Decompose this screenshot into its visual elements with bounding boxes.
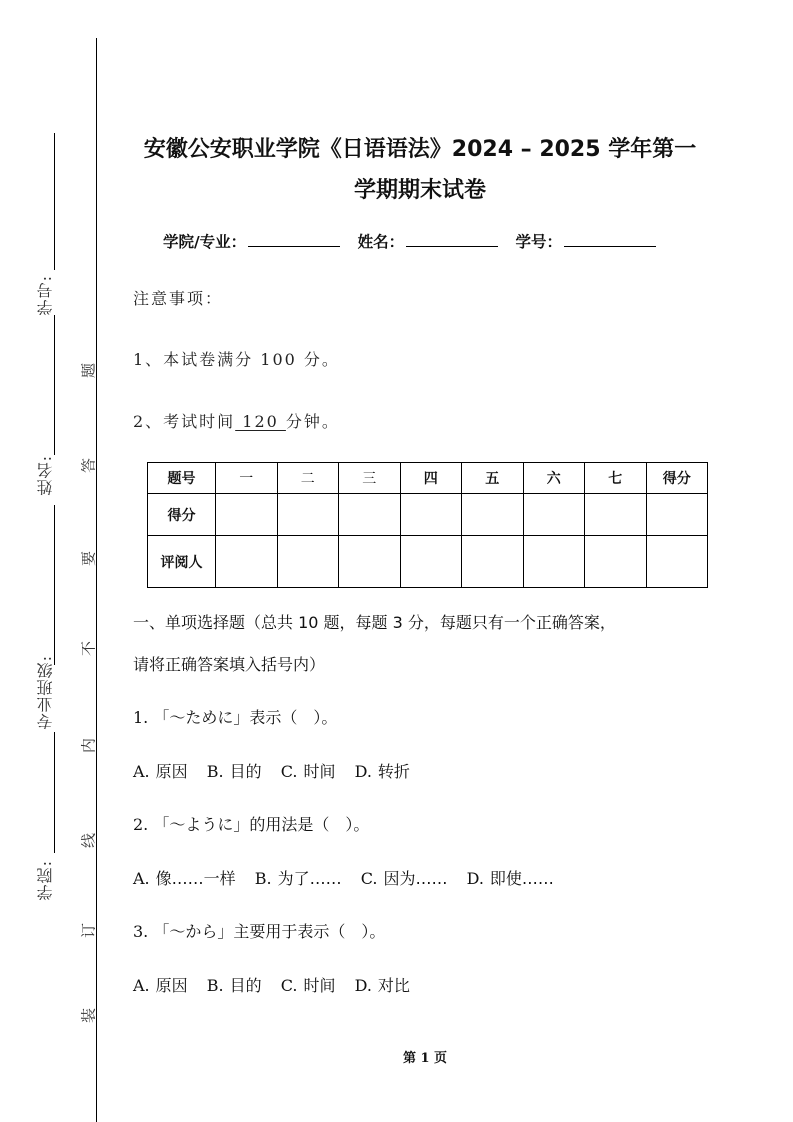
option-b[interactable]: B. 为了……: [254, 869, 342, 888]
score-table-header: 一: [216, 463, 278, 494]
score-cell[interactable]: [523, 494, 585, 536]
score-table-header: 四: [400, 463, 462, 494]
reviewer-cell[interactable]: [523, 536, 585, 588]
question-text: 「～ために」表示（ ）。: [153, 708, 338, 727]
seal-char: 不: [79, 641, 98, 657]
score-cell[interactable]: [646, 494, 708, 536]
major-class-label: 专业班级:: [36, 655, 55, 730]
college-major-label: 学院/专业：: [163, 233, 247, 251]
question-2-options: [133, 866, 568, 889]
exam-title-line2: 学期期末试卷: [353, 178, 486, 203]
name-label: 姓名：: [357, 233, 405, 251]
exam-duration-value: 120: [235, 412, 286, 431]
page-number: 第 1 页: [402, 1051, 448, 1066]
reviewer-cell[interactable]: [462, 536, 524, 588]
score-cell[interactable]: [339, 494, 401, 536]
seal-char: 订: [79, 923, 98, 939]
option-d[interactable]: D. 对比: [354, 976, 410, 995]
question-1-options: [133, 759, 424, 782]
score-table-header: 六: [523, 463, 585, 494]
score-table-header-row: [148, 463, 708, 494]
seal-char: 答: [79, 458, 98, 474]
option-d[interactable]: D. 转折: [354, 762, 410, 781]
option-c[interactable]: C. 时间: [280, 976, 336, 995]
binding-line: [96, 38, 97, 1122]
score-cell[interactable]: [400, 494, 462, 536]
reviewer-cell[interactable]: [216, 536, 278, 588]
score-table-header: 七: [585, 463, 647, 494]
college-underline: [54, 732, 55, 853]
notice-item-2-suffix: 分钟。: [285, 412, 340, 431]
student-id-blank[interactable]: [564, 232, 656, 247]
score-row-label: 得分: [148, 494, 216, 536]
score-table-row: [148, 494, 708, 536]
question-number: 2.: [133, 815, 149, 834]
question-1: [133, 705, 337, 728]
college-label: 学院:: [36, 860, 55, 901]
seal-char: 装: [79, 1008, 98, 1024]
score-cell[interactable]: [462, 494, 524, 536]
score-table-header: 三: [339, 463, 401, 494]
seal-char: 题: [79, 363, 98, 379]
question-number: 3.: [133, 922, 149, 941]
section-1-heading-line1: 一、单项选择题（总共 10 题，每题 3 分，每题只有一个正确答案，: [133, 613, 616, 632]
reviewer-row-label: 评阅人: [148, 536, 216, 588]
score-table-header: 二: [277, 463, 339, 494]
notice-item-2-prefix: 2、考试时间: [133, 412, 236, 431]
exam-title-line1: 安徽公安职业学院《日语语法》2024 – 2025 学年第一: [143, 137, 697, 162]
score-table-row: [148, 536, 708, 588]
student-id-underline: [54, 133, 55, 270]
reviewer-cell[interactable]: [585, 536, 647, 588]
name-underline: [54, 315, 55, 455]
notice-item-2: [133, 409, 340, 432]
seal-char: 内: [79, 738, 98, 754]
college-major-blank[interactable]: [248, 232, 340, 247]
seal-char: 线: [79, 833, 98, 849]
question-2: [133, 812, 369, 835]
score-table-header: 得分: [646, 463, 708, 494]
option-d[interactable]: D. 即使……: [466, 869, 554, 888]
score-cell[interactable]: [585, 494, 647, 536]
option-c[interactable]: C. 时间: [280, 762, 336, 781]
section-1-heading-line2: 请将正确答案填入括号内）: [133, 655, 326, 674]
score-table-header: 题号: [148, 463, 216, 494]
score-cell[interactable]: [277, 494, 339, 536]
seal-char: 要: [79, 551, 98, 567]
notice-heading: 注意事项：: [133, 289, 224, 308]
option-a[interactable]: A. 像……一样: [133, 869, 236, 888]
student-id-label: 学号：: [515, 233, 563, 251]
notice-item-1: 1、本试卷满分 100 分。: [133, 350, 340, 369]
reviewer-cell[interactable]: [646, 536, 708, 588]
reviewer-cell[interactable]: [339, 536, 401, 588]
question-text: 「～ように」的用法是（ ）。: [153, 815, 370, 834]
option-c[interactable]: C. 因为……: [360, 869, 448, 888]
major-class-underline: [54, 505, 55, 665]
student-id-label: 学号:: [36, 275, 55, 316]
question-text: 「～から」主要用于表示（ ）。: [153, 922, 386, 941]
name-label: 姓名:: [36, 455, 55, 496]
option-a[interactable]: A. 原因: [133, 762, 188, 781]
question-number: 1.: [133, 708, 149, 727]
question-3-options: [133, 973, 424, 996]
score-cell[interactable]: [216, 494, 278, 536]
option-b[interactable]: B. 目的: [206, 762, 262, 781]
score-table-header: 五: [462, 463, 524, 494]
reviewer-cell[interactable]: [400, 536, 462, 588]
question-3: [133, 919, 385, 942]
option-a[interactable]: A. 原因: [133, 976, 188, 995]
score-table: [147, 462, 708, 588]
reviewer-cell[interactable]: [277, 536, 339, 588]
option-b[interactable]: B. 目的: [206, 976, 262, 995]
name-blank[interactable]: [406, 232, 498, 247]
student-info-row: [163, 230, 656, 252]
